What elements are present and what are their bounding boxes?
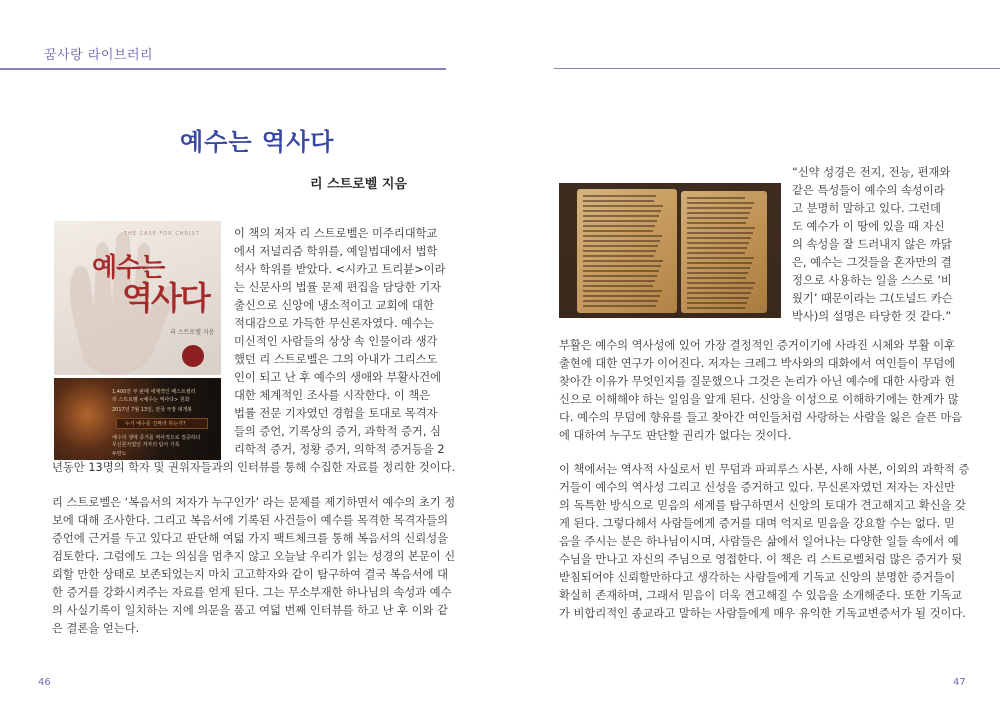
manuscript-script-line (687, 222, 746, 224)
article-byline: 리 스트로벨 지음 (310, 177, 407, 192)
manuscript-script-line (687, 197, 745, 199)
cover-title-line2: 역사다 (122, 279, 209, 317)
manuscript-script-line (583, 290, 662, 292)
quote-line: 박사)의 설명은 타당한 것 같다.” (792, 310, 952, 323)
pull-quote (792, 164, 953, 326)
wax-seal-graphic (182, 345, 204, 367)
manuscript-script-line (687, 262, 752, 264)
page-number-right: 47 (953, 677, 966, 688)
text-line: 에 대하여 누구도 판단할 권리가 없다는 것이다. (559, 429, 792, 442)
text-line: 미신적인 사람들의 상상 속 인물이라 생각 (234, 335, 438, 348)
manuscript-script-line (687, 267, 750, 269)
manuscript-script-line (687, 247, 747, 249)
quote-line: 웠기’ 때문이라는 그(도널드 카슨 (792, 292, 953, 305)
manuscript-script-line (583, 280, 655, 282)
manuscript-script-line (687, 287, 753, 289)
promo-text-line: 두란노 (112, 451, 127, 457)
manuscript-script-line (583, 240, 660, 242)
text-line: 의 사실기록이 일치하는 지에 의문을 품고 여덟 번째 인터뷰를 하고 난 후 이와 같 (52, 604, 448, 617)
text-line: 은 결론을 얻는다. (52, 622, 140, 635)
text-line: 이 책에서는 역사적 사실로서 빈 무덤과 파피루스 사본, 사해 사본, 이외의 과학적 증 (559, 463, 970, 476)
text-line: 다. 예수의 무덤에 향유를 들고 찾아간 여인들처럼 사랑하는 사람을 잃은 슬픈 마음 (559, 411, 963, 424)
manuscript-script-line (687, 297, 749, 299)
manuscript-script-line (583, 210, 661, 212)
manuscript-script-line (687, 202, 754, 204)
quote-line: 정으로 사용하는 일을 스스로 ‘비 (792, 274, 952, 287)
text-line: 출현에 대한 연구가 이어진다. 저자는 크레그 박사와의 대화에서 여인들이 무덤에 (559, 357, 956, 370)
manuscript-script-line (583, 225, 655, 227)
text-line: 뢰할 만한 상태로 보존되었는지 마치 고고학자와 같이 탐구하여 결국 복음서에 대 (52, 568, 449, 581)
manuscript-script-line (687, 212, 750, 214)
text-line: 의 독특한 방식으로 믿음의 세계를 탐구하면서 신앙의 토대가 견고해지고 확신을 갖 (559, 499, 966, 512)
text-line: 년동안 13명의 학자 및 권위자들과의 인터뷰를 통해 수집한 자료를 정리한 것이다. (52, 461, 456, 474)
quote-line: “신약 성경은 전지, 전능, 편재와 (792, 166, 951, 179)
promo-text-line: 예수의 생애 증거를 역사적으로 검증하다 (112, 435, 201, 441)
text-line: 출신으로 신앙에 냉소적이고 교회에 대한 (234, 299, 434, 312)
manuscript-script-line (687, 302, 747, 304)
promo-text-line: 무신론자였던 저자의 탐사 기록 (112, 442, 180, 448)
text-line: 보에 대해 조사한다. 그리고 복음서에 기록된 사건들이 예수를 목격한 목격자들의 (52, 514, 449, 527)
text-line: 리학적 증거, 정황 증거, 의학적 증거등을 2 (234, 443, 445, 456)
manuscript-script-line (687, 307, 745, 309)
manuscript-script-line (583, 285, 653, 287)
text-line: 찾아간 이유가 무엇인지를 질문했으나 그것은 논리가 아닌 예수에 대한 사랑과 헌 (559, 375, 956, 388)
manuscript-script-line (687, 257, 754, 259)
text-line: 는 신문사의 법률 문제 편집을 담당한 기자 (234, 281, 442, 294)
text-line: 리 스트로벨은 ‘복음서의 저자가 누구인가’ 라는 문제를 제기하면서 예수의 초기 정 (52, 496, 456, 509)
papyrus-manuscript-photo (559, 183, 781, 318)
manuscript-script-line (687, 237, 751, 239)
manuscript-script-line (687, 277, 746, 279)
text-line: 게 된다. 그렇다해서 사람들에게 증거를 대며 억지로 믿음을 강요할 수는 없다. 믿 (559, 517, 955, 530)
text-line: 이 책의 저자 리 스트로벨은 미주리대학교 (234, 227, 438, 240)
manuscript-script-line (687, 227, 755, 229)
cover-author: 리 스트로벨 지음 (170, 329, 215, 336)
manuscript-script-line (583, 230, 653, 232)
manuscript-script-line (583, 300, 658, 302)
manuscript-script-line (583, 265, 661, 267)
promo-text-line: 1,400만 부 판매 세계적인 베스트셀러 (112, 389, 196, 395)
manuscript-script-line (583, 205, 663, 207)
manuscript-script-line (583, 305, 656, 307)
book-promo-image (54, 378, 221, 460)
text-line: 인이 되고 난 후 예수의 생애와 부활사건에 (234, 371, 442, 384)
quote-line: 은, 예수는 그것들을 혼자만의 결 (792, 256, 952, 269)
manuscript-script-line (583, 295, 660, 297)
quote-line: 고 분명히 말하고 있다. 그런데 (792, 202, 941, 215)
manuscript-script-line (687, 252, 745, 254)
text-line: 음을 주시는 분은 하나님이시며, 사람들은 삶에서 일어나는 다양한 일들 속에서 예 (559, 535, 959, 548)
manuscript-script-line (583, 245, 658, 247)
manuscript-script-line (583, 250, 656, 252)
text-line: 했던 리 스트로벨은 그의 아내가 그리스도 (234, 353, 438, 366)
page-number-left: 46 (38, 677, 51, 688)
quote-line: 의 속성을 잘 드러내지 않은 까닭 (792, 238, 952, 251)
manuscript-script-line (583, 275, 657, 277)
manuscript-script-line (583, 260, 663, 262)
left-intro-last-line (52, 459, 455, 477)
header-rule-left (0, 68, 446, 70)
text-line: 에서 저널리즘 학위를, 예일법대에서 법학 (234, 245, 438, 258)
text-line: 검토한다. 그럼에도 그는 의심을 멈추지 않고 오늘날 우리가 읽는 성경의 본문이 신 (52, 550, 456, 563)
manuscript-script-line (687, 242, 749, 244)
right-paragraph-1 (559, 337, 962, 445)
left-paragraph-2 (52, 494, 455, 638)
manuscript-script-line (687, 282, 755, 284)
cover-title-line1: 예수는 (92, 253, 165, 283)
manuscript-script-line (583, 195, 656, 197)
text-line: 확실히 존재하며, 그래서 믿음이 더욱 견고해질 수 있음을 소개해준다. 또한 기독교 (559, 589, 963, 602)
manuscript-script-line (687, 217, 748, 219)
text-line: 한 증거를 강화시켜주는 자료를 얻게 된다. 그는 무소부재한 하나님의 속성과 예수 (52, 586, 452, 599)
text-line: 부활은 예수의 역사성에 있어 가장 결정적인 증거이기에 사라진 시체와 부활 이후 (559, 339, 956, 352)
manuscript-script-line (583, 200, 654, 202)
text-line: 대한 체계적인 조사를 시작한다. 이 책은 (234, 389, 431, 402)
promo-band: 누가 예수를 진짜라 하는가? (116, 418, 208, 429)
promo-text-line: 2017년 7월 13일, 전국 극장 대개봉 (112, 407, 193, 413)
manuscript-script-line (583, 270, 659, 272)
section-title: 꿈사랑 라이브러리 (44, 48, 154, 63)
left-intro-paragraph (234, 225, 446, 459)
text-line: 가 비합리적인 종교라고 말하는 사람들에게 매우 유익한 기독교변증서가 될 것이다. (559, 607, 966, 620)
text-line: 신으로 이해해야 하는 일임을 알게 된다. 신앙을 이성으로 이해하기에는 한계가 많 (559, 393, 959, 406)
cover-subtitle-text: THE CASE FOR CHRIST (124, 231, 200, 237)
text-line: 석사 학위를 받았다. <시카고 트리뷴>이라 (234, 263, 446, 276)
manuscript-script-line (687, 292, 751, 294)
manuscript-script-line (687, 207, 752, 209)
manuscript-script-line (583, 215, 659, 217)
manuscript-script-line (687, 272, 748, 274)
text-line: 받침되어야 신뢰할만하다고 생각하는 사람들에게 기독교 신앙의 분명한 증거들이 (559, 571, 956, 584)
text-line: 법률 전문 기자였던 경험을 토대로 목격자 (234, 407, 438, 420)
quote-line: 같은 특성들이 예수의 속성이라 (792, 184, 945, 197)
promo-text-line: 리 스트로벨 <예수는 역사다> 원화 (112, 397, 190, 403)
manuscript-script-line (583, 255, 654, 257)
text-line: 거들이 예수의 역사성 그리고 신성을 증거하고 있다. 무신론자였던 저자는 자신만 (559, 481, 956, 494)
book-cover-image (54, 221, 221, 375)
quote-line: 도 예수가 이 땅에 있을 때 자신 (792, 220, 945, 233)
article-title: 예수는 역사다 (180, 128, 335, 156)
manuscript-script-line (583, 235, 662, 237)
text-line: 들의 증언, 기록상의 증거, 과학적 증거, 심 (234, 425, 441, 438)
right-paragraph-2 (559, 461, 969, 623)
text-line: 수님을 만나고 자신의 주님으로 영접한다. 이 책은 리 스트로벨처럼 많은 증거가 뒷 (559, 553, 963, 566)
manuscript-script-line (687, 232, 753, 234)
text-line: 적대감으로 가득한 무신론자였다. 예수는 (234, 317, 434, 330)
text-line: 증언에 근거를 두고 있다고 판단해 여덟 가지 팩트체크를 통해 복음서의 신뢰성을 (52, 532, 449, 545)
manuscript-script-line (583, 220, 657, 222)
header-rule-right (554, 68, 1000, 69)
